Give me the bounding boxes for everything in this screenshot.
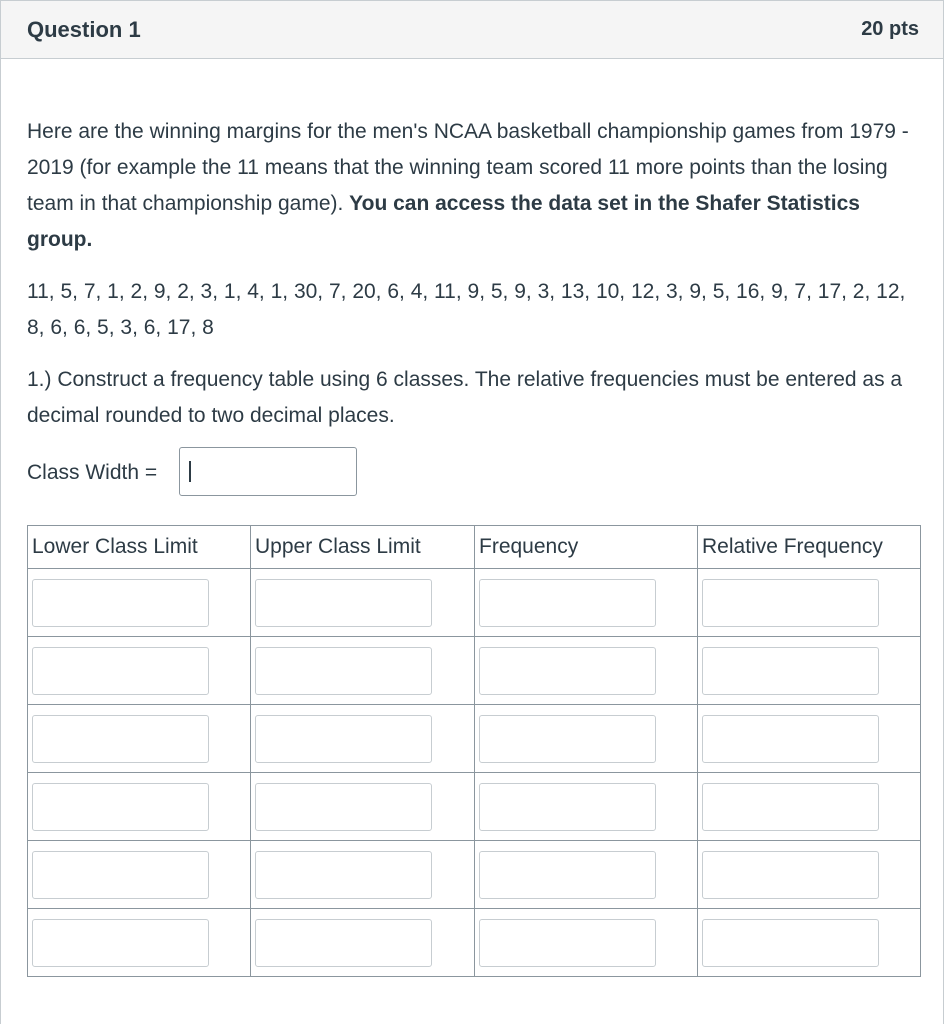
frequency-input[interactable] — [479, 647, 656, 695]
table-cell — [475, 773, 698, 841]
table-cell — [28, 909, 251, 977]
table-cell — [475, 909, 698, 977]
frequency-input[interactable] — [479, 579, 656, 627]
table-cell — [698, 773, 921, 841]
upper-class-limit-input[interactable] — [255, 647, 432, 695]
table-cell — [698, 705, 921, 773]
upper-class-limit-input[interactable] — [255, 579, 432, 627]
table-row — [28, 841, 921, 909]
lower-class-limit-input[interactable] — [32, 783, 209, 831]
relative-frequency-input[interactable] — [702, 851, 879, 899]
frequency-input[interactable] — [479, 851, 656, 899]
upper-class-limit-input[interactable] — [255, 783, 432, 831]
table-header-row — [28, 526, 921, 569]
relative-frequency-input[interactable] — [702, 919, 879, 967]
table-row — [28, 909, 921, 977]
frequency-input[interactable] — [479, 783, 656, 831]
question-header — [1, 1, 943, 59]
class-width-input[interactable] — [179, 447, 357, 496]
text-caret — [189, 461, 191, 482]
question-intro — [27, 114, 922, 258]
table-cell — [28, 569, 251, 637]
table-cell — [698, 569, 921, 637]
relative-frequency-input[interactable] — [702, 647, 879, 695]
intro-bold-text: You can access the data set in the Shafer Statistics group. — [27, 192, 860, 251]
table-cell — [251, 705, 475, 773]
table-cell — [698, 909, 921, 977]
table-cell — [698, 841, 921, 909]
frequency-input[interactable] — [479, 919, 656, 967]
lower-class-limit-input[interactable] — [32, 579, 209, 627]
table-row — [28, 773, 921, 841]
upper-class-limit-input[interactable] — [255, 715, 432, 763]
intro-text: Here are the winning margins for the men's NCAA basketball championship games from 1979 - 2019 (for example the 11 means that the winning team scored 11 more points than the losing team in that championship game). — [27, 120, 909, 215]
lower-class-limit-input[interactable] — [32, 647, 209, 695]
data-values: 11, 5, 7, 1, 2, 9, 2, 3, 1, 4, 1, 30, 7, 20, 6, 4, 11, 9, 5, 9, 3, 13, 10, 12, 3, 9, 5, 16, 9, 7, 17, 2, 12, 8, 6, 6, 5, 3, 6, 17, 8 — [27, 280, 906, 339]
table-row — [28, 569, 921, 637]
table-cell — [475, 569, 698, 637]
upper-class-limit-input[interactable] — [255, 919, 432, 967]
lower-class-limit-input[interactable] — [32, 919, 209, 967]
frequency-table — [27, 525, 921, 977]
table-cell — [475, 637, 698, 705]
instruction-text: 1.) Construct a frequency table using 6 classes. The relative frequencies must be entered as a decimal rounded to two decimal places. — [27, 368, 903, 427]
table-cell — [475, 705, 698, 773]
lower-class-limit-input[interactable] — [32, 851, 209, 899]
table-cell — [251, 773, 475, 841]
upper-class-limit-input[interactable] — [255, 851, 432, 899]
table-cell — [28, 637, 251, 705]
relative-frequency-input[interactable] — [702, 579, 879, 627]
relative-frequency-input[interactable] — [702, 715, 879, 763]
table-cell — [475, 841, 698, 909]
relative-frequency-input[interactable] — [702, 783, 879, 831]
table-cell — [251, 569, 475, 637]
lower-class-limit-input[interactable] — [32, 715, 209, 763]
header-frequency: Frequency — [475, 526, 698, 569]
table-cell — [28, 841, 251, 909]
table-cell — [28, 773, 251, 841]
header-upper-class-limit: Upper Class Limit — [251, 526, 475, 569]
header-relative-frequency: Relative Frequency — [698, 526, 921, 569]
table-row — [28, 637, 921, 705]
table-cell — [251, 841, 475, 909]
table-cell — [698, 637, 921, 705]
table-cell — [251, 637, 475, 705]
table-cell — [28, 705, 251, 773]
table-cell — [251, 909, 475, 977]
table-row — [28, 705, 921, 773]
question-title: Question 1 — [27, 17, 141, 42]
question-points: 20 pts — [861, 18, 919, 40]
class-width-label: Class Width = — [27, 461, 158, 484]
header-lower-class-limit: Lower Class Limit — [28, 526, 251, 569]
frequency-input[interactable] — [479, 715, 656, 763]
